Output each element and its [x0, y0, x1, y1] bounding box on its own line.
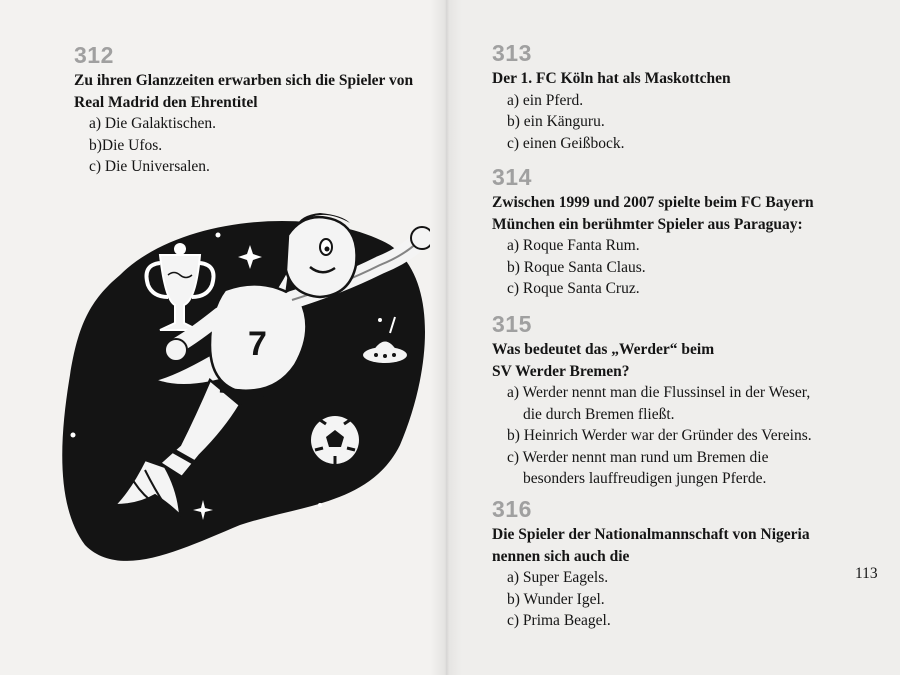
answer-option: a) Super Eagels. [507, 569, 609, 586]
question-text: Was bedeutet das „Werder“ beim SV Werder Bremen? [492, 341, 715, 380]
question-number: 313 [492, 40, 532, 66]
answer-option: b) Roque Santa Claus. [507, 258, 646, 276]
answer-option: b) Wunder Igel. [507, 590, 605, 608]
answer-list [74, 113, 434, 178]
answer-option: c) Roque Santa Cruz. [507, 280, 640, 297]
answer-list [492, 382, 872, 490]
answer-option: c) Werder nennt man rund um Bremen die besonders lauffreudigen jungen Pferde. [507, 448, 769, 487]
page-number: 113 [855, 565, 878, 582]
answer-option: a) Roque Fanta Rum. [507, 237, 640, 254]
hero-head [286, 213, 357, 297]
answer-option: b) Heinrich Werder war der Gründer des Vereins. [507, 427, 812, 444]
answer-list [492, 567, 852, 632]
question-312 [74, 42, 434, 178]
answer-option: a) ein Pferd. [507, 91, 584, 109]
question-316 [492, 496, 852, 632]
answer-option: a) Die Galaktischen. [89, 115, 216, 132]
book-gutter [430, 0, 462, 675]
answer-option: a) Werder nennt man die Flussinsel in der Weser, die durch Bremen fließt. [507, 384, 811, 423]
question-number: 312 [74, 42, 114, 68]
jersey-number: 7 [248, 325, 267, 363]
question-314 [492, 164, 852, 300]
question-text: Zwischen 1999 und 2007 spielte beim FC Bayern München ein berühmter Spieler aus Paraguay: [492, 194, 814, 233]
soccer-ball-icon [311, 416, 359, 464]
question-313 [492, 40, 852, 154]
question-number: 316 [492, 496, 532, 522]
question-text: Der 1. FC Köln hat als Maskottchen [492, 70, 731, 87]
answer-option: b)Die Ufos. [89, 136, 163, 154]
answer-option: c) Prima Beagel. [507, 612, 611, 629]
question-text: Zu ihren Glanzzeiten erwarben sich die Spieler von Real Madrid den Ehrentitel [74, 72, 414, 111]
superhero-footballer-illustration [60, 205, 430, 585]
question-text: Die Spieler der Nationalmannschaft von Nigeria nennen sich auch die [492, 526, 810, 565]
answer-list [492, 90, 852, 155]
question-315 [492, 311, 872, 490]
answer-list [492, 235, 852, 300]
question-number: 314 [492, 164, 532, 190]
answer-option: c) Die Universalen. [89, 158, 210, 175]
answer-option: b) ein Känguru. [507, 113, 605, 130]
answer-option: c) einen Geißbock. [507, 134, 625, 152]
question-number: 315 [492, 311, 532, 337]
